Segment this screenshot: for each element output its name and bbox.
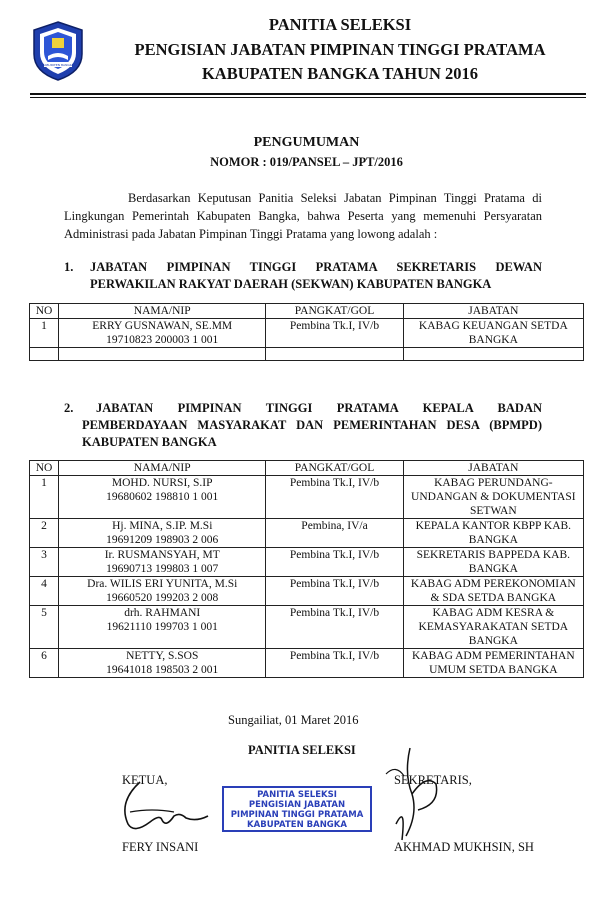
cell-name: MOHD. NURSI, S.IP — [111, 477, 213, 489]
table-row — [30, 519, 584, 548]
header-line-1: PANITIA SELEKSI — [268, 15, 412, 34]
intro-paragraph: Berdasarkan Keputusan Panitia Seleksi Jabatan Pimpinan Tinggi Pratama di Lingkungan Pemerintah Kabupaten Bangka, bahwa Peserta yang memenuhi Persyaratan Administrasi pada Jabatan Pimpinan Tinggi Pratama yang lowong adalah : — [64, 191, 542, 241]
cell-nip: 19710823 200003 1 001 — [106, 334, 219, 346]
section-1-number: 1. — [64, 260, 74, 274]
cell-no: 2 — [30, 519, 59, 548]
section-1-title-line-1: JABATAN PIMPINAN TINGGI PRATAMA SEKRETARIS DEWAN — [90, 260, 542, 274]
sekretaris-label: SEKRETARIS, — [394, 773, 472, 787]
committee-stamp: PANITIA SELEKSI PENGISIAN JABATAN PIMPINAN TINGGI PRATAMA KABUPATEN BANGKA — [222, 786, 372, 832]
cell-name: NETTY, S.SOS — [126, 650, 199, 662]
cell-name: Ir. RUSMANSYAH, MT — [104, 549, 220, 561]
cell-name: ERRY GUSNAWAN, SE.MM — [92, 320, 233, 332]
ketua-signature-icon — [100, 772, 220, 842]
table-row — [30, 548, 584, 577]
table-header-row — [30, 304, 584, 319]
header-line-2: PENGISIAN JABATAN PIMPINAN TINGGI PRATAMA — [134, 40, 546, 59]
col-header-no: NO — [30, 304, 59, 319]
cell-jabatan: SEKRETARIS BAPPEDA KAB. BANGKA — [403, 548, 583, 577]
section-2-title-line-2: PEMBERDAYAAN MASYARAKAT DAN PEMERINTAHAN DESA (BPMPD) — [82, 418, 542, 432]
cell-name-nip — [59, 577, 266, 606]
cell-nip: 19621110 199703 1 001 — [106, 621, 218, 633]
cell-no: 1 — [30, 319, 59, 348]
cell-jabatan: KABAG PERUNDANG-UNDANGAN & DOKUMENTASI SETWAN — [403, 476, 583, 519]
cell-jabatan: KABAG ADM KESRA & KEMASYARAKATAN SETDA BANGKA — [403, 606, 583, 649]
section-1-title-line-2: PERWAKILAN RAKYAT DAERAH (SEKWAN) KABUPATEN BANGKA — [90, 277, 492, 291]
table-header-row — [30, 461, 584, 476]
section-2-title-line-3: KABUPATEN BANGKA — [82, 435, 217, 449]
col-header-name: NAMA/NIP — [59, 304, 266, 319]
cell-pangkat: Pembina Tk.I, IV/b — [266, 548, 403, 577]
sekretaris-signature-icon — [366, 744, 476, 844]
col-header-pangkat: PANGKAT/GOL — [266, 304, 403, 319]
cell-name-nip — [59, 548, 266, 577]
cell-nip: 19680602 198810 1 001 — [106, 491, 219, 503]
section-2-number: 2. — [64, 401, 74, 415]
cell-no: 6 — [30, 649, 59, 678]
cell-pangkat: Pembina Tk.I, IV/b — [266, 606, 403, 649]
header-rule-thick — [30, 93, 586, 95]
col-header-name: NAMA/NIP — [59, 461, 266, 476]
col-header-jabatan: JABATAN — [403, 304, 583, 319]
table-row — [30, 606, 584, 649]
cell-no: 1 — [30, 476, 59, 519]
announcement-title: PENGUMUMAN — [253, 135, 360, 150]
table-row — [30, 476, 584, 519]
cell-name-nip — [59, 649, 266, 678]
cell-no: 5 — [30, 606, 59, 649]
announcement-number: NOMOR : 019/PANSEL – JPT/2016 — [210, 155, 403, 169]
table-row — [30, 319, 584, 348]
col-header-no: NO — [30, 461, 59, 476]
section-2-title-line-1: JABATAN PIMPINAN TINGGI PRATAMA KEPALA BADAN — [96, 401, 542, 415]
header-line-3: KABUPATEN BANGKA TAHUN 2016 — [201, 64, 479, 83]
cell-name-nip — [59, 476, 266, 519]
table-row — [30, 649, 584, 678]
col-header-pangkat: PANGKAT/GOL — [266, 461, 403, 476]
cell-name-nip — [59, 519, 266, 548]
col-header-jabatan: JABATAN — [403, 461, 583, 476]
cell-nip: 19690713 199803 1 007 — [106, 563, 219, 575]
cell-no: 4 — [30, 577, 59, 606]
sekretaris-name: AKHMAD MUKHSIN, SH — [394, 840, 534, 854]
section-2-table — [29, 460, 584, 678]
cell-name-nip — [59, 606, 266, 649]
cell-nip: 19641018 198503 2 001 — [106, 664, 219, 676]
cell-no: 3 — [30, 548, 59, 577]
cell-nip: 19660520 199203 2 008 — [106, 592, 219, 604]
ketua-name: FERY INSANI — [122, 840, 199, 854]
cell-pangkat: Pembina Tk.I, IV/b — [266, 577, 403, 606]
kabupaten-bangka-crest-icon — [30, 20, 86, 82]
cell-name-nip — [59, 319, 266, 348]
ketua-label: KETUA, — [122, 773, 168, 787]
place-date: Sungailiat, 01 Maret 2016 — [228, 713, 359, 727]
section-1-table — [29, 303, 584, 361]
table-row-empty — [30, 348, 584, 361]
committee-label: PANITIA SELEKSI — [248, 743, 356, 757]
cell-name: Hj. MINA, S.IP. M.Si — [112, 520, 213, 532]
cell-pangkat: Pembina Tk.I, IV/b — [266, 476, 403, 519]
cell-name: Dra. WILIS ERI YUNITA, M.Si — [87, 578, 238, 590]
cell-pangkat: Pembina Tk.I, IV/b — [266, 319, 403, 348]
cell-nip: 19691209 198903 2 006 — [106, 534, 219, 546]
table-row — [30, 577, 584, 606]
cell-jabatan: KEPALA KANTOR KBPP KAB. BANGKA — [403, 519, 583, 548]
cell-pangkat: Pembina Tk.I, IV/b — [266, 649, 403, 678]
cell-jabatan: KABAG ADM PEMERINTAHAN UMUM SETDA BANGKA — [403, 649, 583, 678]
cell-name: drh. RAHMANI — [124, 607, 201, 619]
cell-jabatan: KABAG ADM PEREKONOMIAN & SDA SETDA BANGKA — [403, 577, 583, 606]
logo-text: KABUPATEN BANGKA — [42, 63, 74, 67]
cell-pangkat: Pembina, IV/a — [266, 519, 403, 548]
header-rule-thin — [30, 97, 586, 98]
cell-jabatan: KABAG KEUANGAN SETDA BANGKA — [403, 319, 583, 348]
